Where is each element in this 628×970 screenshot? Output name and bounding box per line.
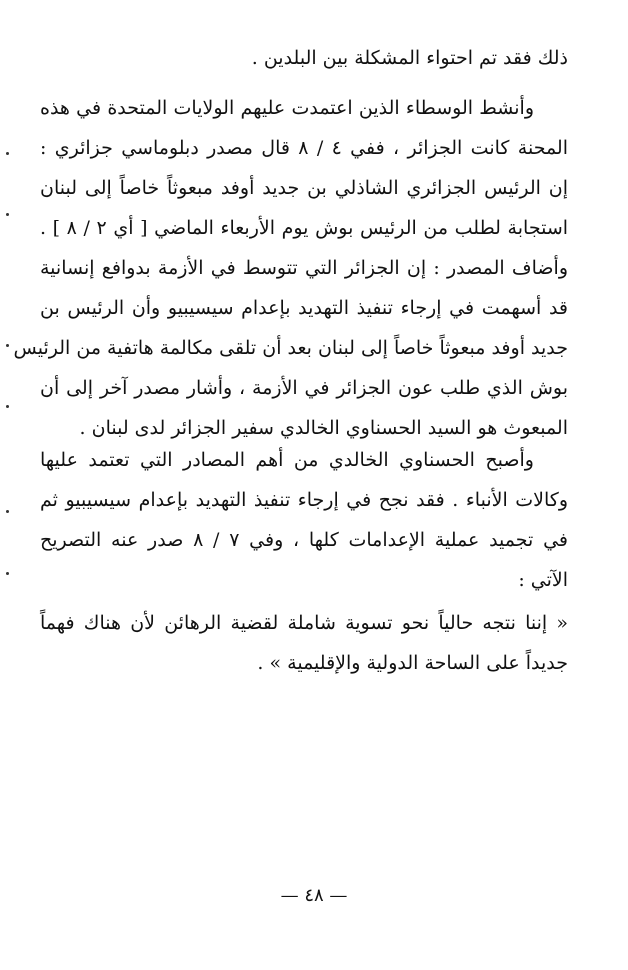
text-line: إن الرئيس الجزائري الشاذلي بن جديد أوفد مبعوثاً خاصاً إلى لبنان [40, 177, 568, 199]
margin-mark [6, 510, 9, 513]
text-line: المحنة كانت الجزائر ، ففي ٤ / ٨ قال مصدر دبلوماسي جزائري : [40, 137, 569, 159]
text-line: وأصبح الحسناوي الخالدي من أهم المصادر التي تعتمد عليها [40, 449, 534, 471]
paragraph-1 [40, 38, 568, 78]
text-line: وأنشط الوسطاء الذين اعتمدت عليهم الولايات المتحدة في هذه [40, 97, 534, 119]
text-line: المبعوث هو السيد الحسناوي الخالدي سفير الجزائر لدى لبنان . [79, 417, 568, 439]
text-line: وأضاف المصدر : إن الجزائر التي تتوسط في الأزمة بدوافع إنسانية [40, 257, 568, 279]
margin-mark [6, 344, 9, 347]
text-line: بوش الذي طلب عون الجزائر في الأزمة ، وأشار مصدر آخر إلى أن [40, 377, 568, 399]
text-line: جديد أوفد مبعوثاً خاصاً إلى لبنان بعد أن تلقى مكالمة هاتفية من الرئيس [13, 337, 568, 359]
text-line: قد أسهمت في إرجاء تنفيذ التهديد بإعدام سيسيبيو وأن الرئيس بن [40, 297, 568, 319]
text-line: استجابة لطلب من الرئيس بوش يوم الأربعاء الماضي [ أي ٢ / ٨ ] . [40, 217, 569, 239]
text-line: « إننا نتجه حالياً نحو تسوية شاملة لقضية الرهائن لأن هناك فهماً [40, 612, 568, 634]
text-line: في تجميد عملية الإعدامات كلها ، وفي ٧ / ٨ صدر عنه التصريح [40, 529, 568, 551]
text-line: ذلك فقد تم احتواء المشكلة بين البلدين . [251, 47, 568, 69]
margin-mark [6, 152, 9, 155]
paragraph-4-quote [40, 603, 568, 683]
margin-mark [6, 213, 9, 216]
text-line: وكالات الأنباء . فقد نجح في إرجاء تنفيذ التهديد بإعدام سيسيبيو ثم [40, 489, 568, 511]
text-line: الآتي : [518, 569, 568, 591]
margin-mark [6, 572, 9, 575]
paragraph-3 [40, 440, 568, 600]
text-line: جديداً على الساحة الدولية والإقليمية » . [257, 652, 568, 674]
margin-mark [6, 405, 9, 408]
paragraph-2 [13, 88, 569, 448]
page-number: — ٤٨ — [280, 885, 348, 906]
